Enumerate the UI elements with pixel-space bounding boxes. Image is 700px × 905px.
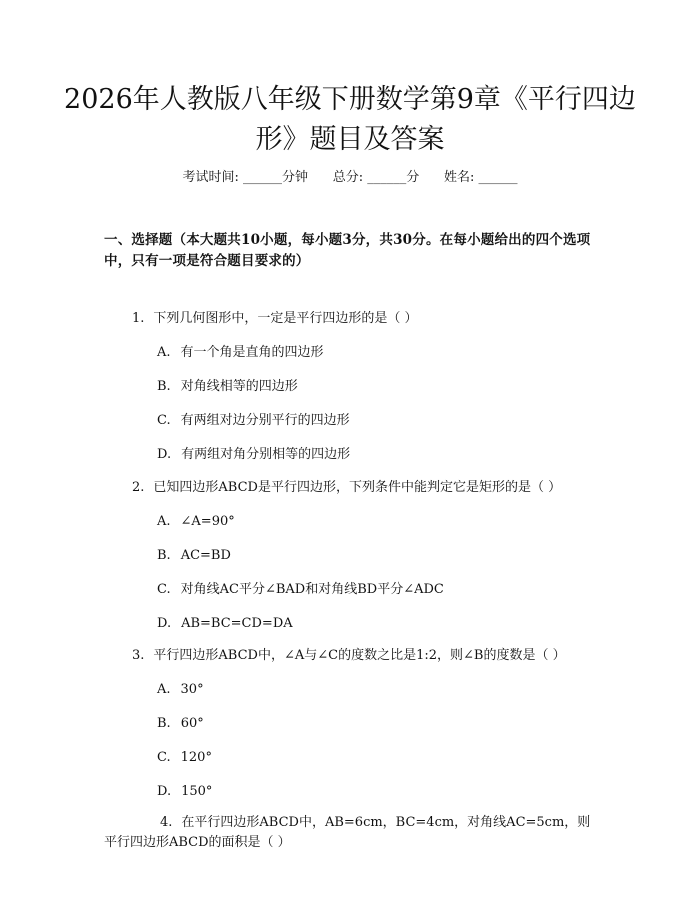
option-label: B. [157, 548, 171, 563]
option-1c [157, 411, 350, 431]
option-label: D. [157, 784, 172, 799]
option-text: 60° [180, 716, 204, 731]
question-stem: 下列几何图形中，一定是平行四边形的是（ ） [153, 311, 418, 326]
question-2 [132, 478, 602, 498]
question-number: 3. [132, 648, 145, 663]
option-3b [157, 714, 204, 734]
option-2a [157, 512, 235, 532]
question-3 [132, 646, 602, 666]
option-label: C. [157, 582, 171, 597]
option-text: 有两组对边分别平行的四边形 [180, 413, 350, 428]
option-text: 150° [181, 784, 213, 799]
option-text: 有两组对角分别相等的四边形 [181, 447, 351, 462]
option-label: B. [157, 379, 171, 394]
option-text: 对角线AC平分∠BAD和对角线BD平分∠ADC [180, 582, 444, 597]
question-4 [104, 813, 596, 853]
option-text: 对角线相等的四边形 [180, 379, 298, 394]
option-label: B. [157, 716, 171, 731]
option-text: 30° [180, 682, 204, 697]
option-label: D. [157, 616, 172, 631]
option-2b [157, 546, 231, 566]
option-label: A. [157, 345, 171, 360]
document-title: 2026年人教版八年级下册数学第9章《平行四边形》题目及答案 [64, 84, 636, 155]
question-stem: 已知四边形ABCD是平行四边形，下列条件中能判定它是矩形的是（ ） [153, 480, 562, 495]
option-label: C. [157, 413, 171, 428]
option-2c [157, 580, 444, 600]
option-text: ∠A=90° [180, 514, 235, 529]
option-3d [157, 782, 212, 802]
option-text: AC=BD [180, 548, 231, 563]
option-label: D. [157, 447, 172, 462]
option-text: 120° [180, 750, 212, 765]
question-number: 2. [132, 480, 145, 495]
question-number: 4. [160, 815, 173, 830]
question-1 [132, 309, 602, 329]
option-label: A. [157, 514, 171, 529]
exam-info-line: 考试时间: ______分钟 总分: ______分 姓名: ______ [182, 170, 518, 185]
question-stem: 平行四边形ABCD中，∠A与∠C的度数之比是1:2，则∠B的度数是（ ） [153, 648, 566, 663]
section-heading: 一、选择题（本大题共10小题，每小题3分，共30分。在每小题给出的四个选项中，只有一项是符合题目要求的） [104, 232, 591, 269]
option-3c [157, 748, 212, 768]
option-label: A. [157, 682, 171, 697]
question-number: 1. [132, 311, 145, 326]
option-2d [157, 614, 293, 634]
option-1b [157, 377, 298, 397]
option-3a [157, 680, 204, 700]
question-stem: 在平行四边形ABCD中，AB=6cm，BC=4cm，对角线AC=5cm，则平行四边形ABCD的面积是（ ） [104, 815, 591, 850]
option-text: 有一个角是直角的四边形 [180, 345, 324, 360]
option-1d [157, 445, 350, 465]
option-text: AB=BC=CD=DA [181, 616, 293, 631]
option-1a [157, 343, 324, 363]
option-label: C. [157, 750, 171, 765]
